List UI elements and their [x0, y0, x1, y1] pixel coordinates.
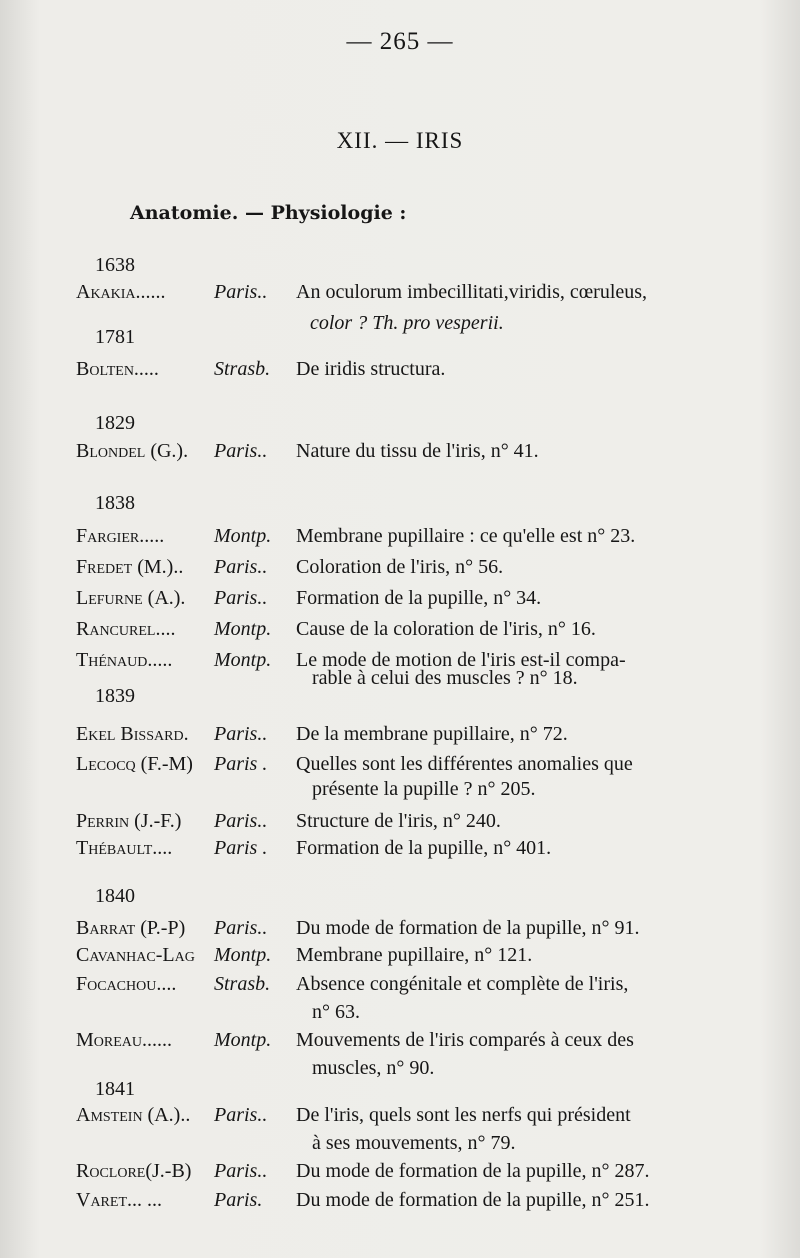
entry-place: Paris..: [214, 917, 268, 939]
year-heading: 1840: [95, 885, 135, 907]
entry-author: Thébault....: [76, 837, 173, 859]
entry-title: An oculorum imbecillitati,viridis, cœruleus,: [296, 281, 648, 303]
entry-title: Quelles sont les différentes anomalies que: [296, 753, 633, 775]
chapter-title: XII. — IRIS: [336, 128, 464, 153]
entry-row: [76, 810, 716, 840]
entry-place: Paris..: [214, 587, 268, 609]
entry-row: [76, 618, 716, 648]
entry-title: Coloration de l'iris, n° 56.: [296, 556, 504, 578]
entry-title: Structure de l'iris, n° 240.: [296, 810, 501, 832]
entry-place: Paris..: [214, 556, 268, 578]
section-title: Anatomie. — Physiologie :: [130, 202, 407, 224]
entry-title: De iridis structura.: [296, 358, 446, 380]
entry-title: Cause de la coloration de l'iris, n° 16.: [296, 618, 596, 640]
entry-row: [76, 973, 716, 1003]
entry-title: Du mode de formation de la pupille, n° 91.: [296, 917, 640, 939]
entry-place: Paris..: [214, 281, 268, 303]
entry-author: Roclore(J.-B): [76, 1160, 192, 1182]
entry-continuation: muscles, n° 90.: [312, 1057, 435, 1079]
entry-continuation: présente la pupille ? n° 205.: [312, 778, 536, 800]
entry-author: Perrin (J.-F.): [76, 810, 182, 832]
year-heading: 1638: [95, 254, 135, 276]
entry-place: Paris..: [214, 1104, 268, 1126]
entry-author: Thénaud.....: [76, 649, 173, 671]
entry-row: [76, 525, 716, 555]
year-heading: 1841: [95, 1078, 135, 1100]
entry-title: Membrane pupillaire, n° 121.: [296, 944, 533, 966]
entry-place: Strasb.: [214, 358, 271, 380]
entry-title: De la membrane pupillaire, n° 72.: [296, 723, 568, 745]
entry-author: Varet... ...: [76, 1189, 162, 1211]
entry-row: [76, 1160, 716, 1190]
entry-title: Formation de la pupille, n° 401.: [296, 837, 552, 859]
entry-title: Nature du tissu de l'iris, n° 41.: [296, 440, 539, 462]
entry-row: [76, 917, 716, 947]
entry-row: [76, 1029, 716, 1059]
entry-title: Mouvements de l'iris comparés à ceux des: [296, 1029, 634, 1051]
entry-author: Akakia......: [76, 281, 166, 303]
entry-title: De l'iris, quels sont les nerfs qui président: [296, 1104, 631, 1126]
entry-title: Du mode de formation de la pupille, n° 287.: [296, 1160, 650, 1182]
entry-continuation: n° 63.: [312, 1001, 360, 1023]
page-number: — 265 —: [346, 28, 454, 55]
entry-place: Montp.: [214, 1029, 272, 1051]
entry-place: Montp.: [214, 618, 272, 640]
entry-row: [76, 587, 716, 617]
entry-author: Fargier.....: [76, 525, 165, 547]
entry-title: Membrane pupillaire : ce qu'elle est n° 23.: [296, 525, 636, 547]
entry-row: [76, 358, 716, 388]
entry-author: Ekel Bissard.: [76, 723, 189, 745]
entry-row: [76, 944, 716, 974]
year-heading: 1838: [95, 492, 135, 514]
entry-row: [76, 556, 716, 586]
entry-author: Rancurel....: [76, 618, 176, 640]
entry-title: Du mode de formation de la pupille, n° 251.: [296, 1189, 650, 1211]
entry-continuation: color ? Th. pro vesperii.: [310, 312, 504, 334]
entry-row: [76, 837, 716, 867]
entry-place: Montp.: [214, 944, 272, 966]
year-heading: 1829: [95, 412, 135, 434]
entry-place: Paris .: [214, 753, 268, 775]
entry-author: Fredet (M.)..: [76, 556, 184, 578]
entry-place: Paris..: [214, 723, 268, 745]
entry-author: Moreau......: [76, 1029, 173, 1051]
entry-row: [76, 1104, 716, 1134]
entry-row: [76, 723, 716, 753]
entry-row: [76, 440, 716, 470]
entry-title: Formation de la pupille, n° 34.: [296, 587, 542, 609]
entry-author: Focachou....: [76, 973, 177, 995]
entry-title: Le mode de motion de l'iris est-il compa-: [296, 649, 626, 671]
entry-author: Bolten.....: [76, 358, 159, 380]
entry-author: Cavanhac-Lag: [76, 944, 195, 966]
entry-place: Montp.: [214, 525, 272, 547]
entry-place: Paris..: [214, 1160, 268, 1182]
entry-author: Lefurne (A.).: [76, 587, 186, 609]
entry-place: Strasb.: [214, 973, 271, 995]
entry-place: Paris .: [214, 837, 268, 859]
entry-place: Paris..: [214, 810, 268, 832]
entry-row: [76, 1189, 716, 1219]
entry-author: Barrat (P.-P): [76, 917, 186, 939]
entry-continuation: rable à celui des muscles ? n° 18.: [312, 667, 578, 689]
entry-row: [76, 281, 716, 311]
entry-place: Montp.: [214, 649, 272, 671]
entry-continuation: à ses mouvements, n° 79.: [312, 1132, 516, 1154]
entry-place: Paris.: [214, 1189, 263, 1211]
year-heading: 1839: [95, 685, 135, 707]
year-heading: 1781: [95, 326, 135, 348]
entry-place: Paris..: [214, 440, 268, 462]
entry-author: Lecocq (F.-M): [76, 753, 193, 775]
entry-title: Absence congénitale et complète de l'iris,: [296, 973, 629, 995]
entry-author: Amstein (A.)..: [76, 1104, 191, 1126]
entry-author: Blondel (G.).: [76, 440, 189, 462]
